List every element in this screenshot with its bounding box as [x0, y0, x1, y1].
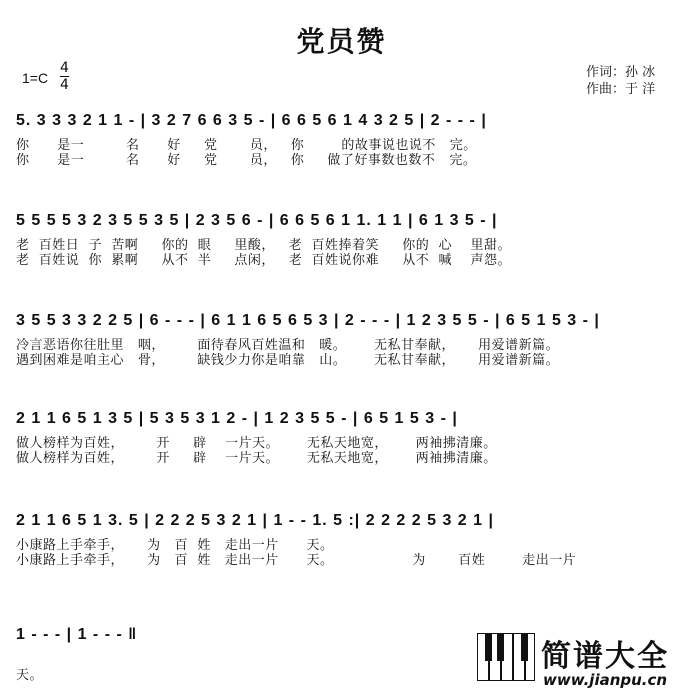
lyricist-credit: 作词：孙 冰 [586, 65, 656, 80]
lyric-verse-1: 你 是一 名 好 党 员， 你 的故事说也说不 完。 [16, 138, 477, 153]
lyric-verse-2: 小康路上手牵手， 为 百 姓 走出一片 天。 为 百姓 走出一片 [16, 553, 577, 568]
notation-line: 5 5 5 5 3 2 3 5 5 3 5 | 2 3 5 6 - | 6 6 5 6 1 1. 1 1 | 6 1 3 5 - | [16, 212, 498, 229]
time-signature [60, 60, 69, 93]
notation-line: 1 - - - | 1 - - - ‖ [16, 626, 138, 643]
lyric-verse-2: 遇到困难是咱主心 骨， 缺钱少力你是咱靠 山。 无私甘奉献， 用爱谱新篇。 [16, 353, 560, 368]
notation-line: 5. 3 3 3 2 1 1 - | 3 2 7 6 6 3 5 - | 6 6 5 6 1 4 3 2 5 | 2 - - - | [16, 112, 487, 129]
notation-line: 3 5 5 3 3 2 2 5 | 6 - - - | 6 1 1 6 5 6 5 3 | 2 - - - | 1 2 3 5 5 - | 6 5 1 5 3 - | [16, 312, 600, 329]
notation-line: 2 1 1 6 5 1 3 5 | 5 3 5 3 1 2 - | 1 2 3 5 5 - | 6 5 1 5 3 - | [16, 410, 458, 427]
lyric-verse-2: 老 百姓说 你 累啊 从不 半 点闲， 老 百姓说你难 从不 喊 声怨。 [16, 253, 511, 268]
key-signature: 1=C [22, 70, 49, 86]
piano-keys-icon [477, 633, 535, 681]
lyric-verse-2: 你 是一 名 好 党 员， 你 做了好事数也数不 完。 [16, 153, 477, 168]
lyric-verse-1: 小康路上手牵手， 为 百 姓 走出一片 天。 [16, 538, 334, 553]
lyric-verse-1: 做人榜样为百姓， 开 辟 一片天。 无私天地宽， 两袖拂清廉。 [16, 436, 497, 451]
score-system-3 [16, 312, 671, 368]
score-system-5 [16, 512, 671, 568]
watermark-logo [477, 625, 677, 695]
watermark-url: www.jianpu.cn [543, 671, 668, 689]
song-title: 党员赞 [296, 25, 387, 58]
lyric-verse-1: 老 百姓日 子 苦啊 你的 眼 里酸， 老 百姓捧着笑 你的 心 里甜。 [16, 238, 511, 253]
score-system-1 [16, 112, 671, 168]
time-signature-bottom: 4 [60, 77, 69, 93]
score-system-6 [16, 626, 436, 683]
lyric-verse-1: 冷言恶语你往肚里 咽， 面待春风百姓温和 暖。 无私甘奉献， 用爱谱新篇。 [16, 338, 560, 353]
credits [586, 64, 655, 98]
lyric-verse-1: 天。 [16, 668, 44, 683]
score-system-4 [16, 410, 671, 466]
watermark-name: 简谱大全 [541, 639, 669, 674]
score-system-2 [16, 212, 671, 268]
notation-line: 2 1 1 6 5 1 3. 5 | 2 2 2 5 3 2 1 | 1 - - 1. 5 :| 2 2 2 2 5 3 2 1 | [16, 512, 494, 529]
composer-credit: 作曲：于 洋 [586, 82, 656, 97]
lyric-verse-2: 做人榜样为百姓， 开 辟 一片天。 无私天地宽， 两袖拂清廉。 [16, 451, 497, 466]
time-signature-top: 4 [60, 60, 69, 76]
